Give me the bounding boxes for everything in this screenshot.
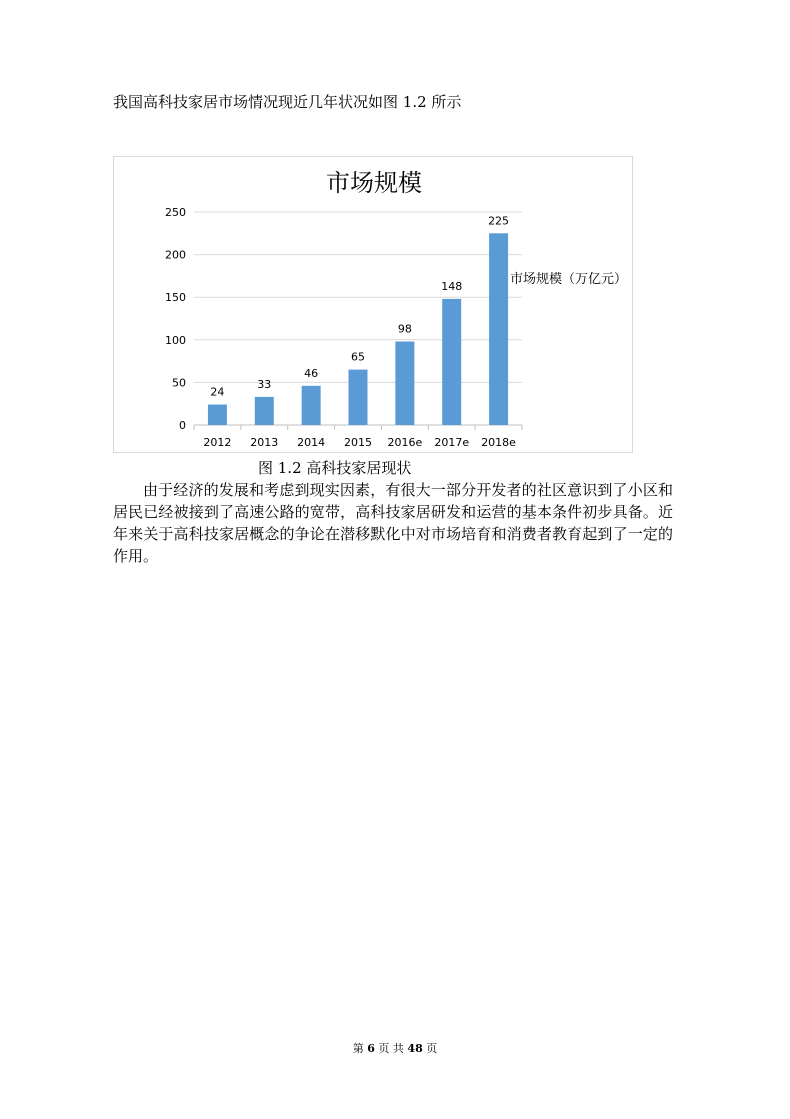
legend-label: 市场规模（万亿元） (510, 272, 628, 287)
x-tick-label: 2016e (387, 436, 423, 449)
figure-caption: 图 1.2 高科技家居现状 (258, 459, 412, 477)
footer-mid: 页 共 (378, 1042, 404, 1055)
bar (442, 299, 461, 425)
footer-total-pages: 48 (407, 1042, 423, 1055)
footer-prefix: 第 (352, 1042, 364, 1055)
x-tick-label: 2013 (250, 436, 279, 449)
bar (395, 342, 414, 425)
data-label: 148 (441, 279, 463, 293)
x-tick-label: 2017e (434, 436, 470, 449)
body-paragraph: 由于经济的发展和考虑到现实因素，有很大一部分开发者的社区意识到了小区和居民已经被接到了高速公路的宽带，高科技家居研发和运营的基本条件初步具备。近年来关于高科技家居概念的争论在潜移默化中对市场培育和消费者教育起到了一定的作用。 (113, 481, 673, 565)
data-label: 33 (257, 377, 272, 391)
y-tick-label: 100 (165, 333, 186, 347)
chart-svg (114, 157, 634, 454)
market-size-chart (113, 156, 633, 453)
bar (489, 233, 508, 425)
data-label: 98 (397, 322, 412, 336)
x-tick-label: 2015 (344, 436, 372, 449)
data-label: 65 (351, 350, 365, 364)
x-tick-label: 2018e (481, 436, 516, 449)
bar (349, 370, 368, 425)
data-label: 225 (488, 214, 510, 228)
x-tick-label: 2014 (297, 436, 326, 449)
bar (255, 397, 274, 425)
footer-page-number: 6 (367, 1042, 375, 1055)
y-tick-label: 200 (165, 248, 186, 262)
y-tick-label: 0 (179, 419, 186, 432)
y-tick-label: 150 (165, 291, 186, 305)
y-tick-label: 250 (165, 206, 186, 219)
intro-text: 我国高科技家居市场情况现近几年状况如图 1.2 所示 (113, 93, 462, 111)
chart-title: 市场规模 (326, 169, 422, 197)
data-label: 46 (304, 366, 319, 380)
bar (208, 405, 227, 425)
data-label: 24 (210, 385, 225, 399)
page-footer (0, 1040, 790, 1056)
x-tick-label: 2012 (203, 436, 232, 449)
y-tick-label: 50 (172, 376, 186, 390)
bar (302, 386, 321, 425)
footer-suffix: 页 (426, 1042, 438, 1055)
